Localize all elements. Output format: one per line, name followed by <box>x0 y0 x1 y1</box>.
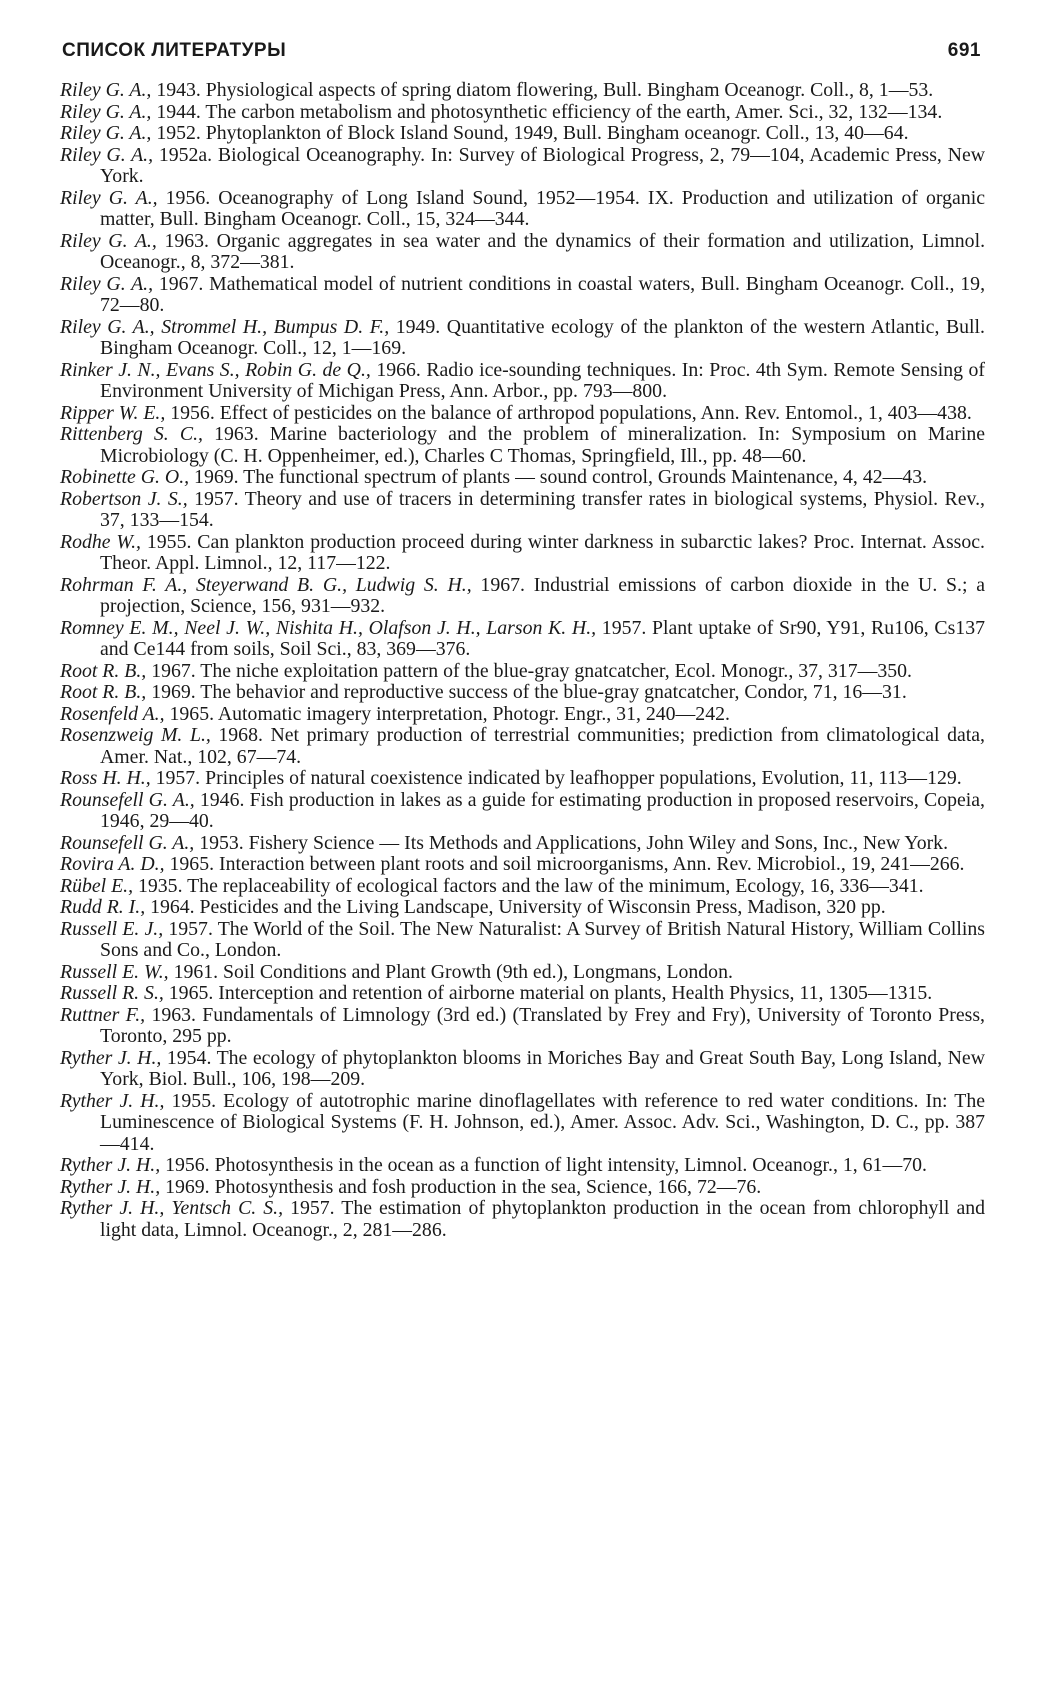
reference-text: 1967. Mathematical model of nutrient conditions in coastal waters, Bull. Bingham Oceanogr. Coll., 19, 72—80. <box>100 272 986 316</box>
reference-text: 1949. Quantitative ecology of the plankton of the western Atlantic, Bull. Bingham Oceanogr. Coll., 12, 1—169. <box>100 315 985 359</box>
reference-authors: Riley G. A., <box>60 122 152 144</box>
section-title: СПИСОК ЛИТЕРАТУРЫ <box>62 40 287 61</box>
reference-entry <box>60 919 985 962</box>
reference-authors: Ripper W. E., <box>60 401 166 424</box>
reference-text: 1967. Industrial emissions of carbon dioxide in the U. S.; a projection, Science, 156, 931—932. <box>100 573 986 617</box>
reference-text: 1964. Pesticides and the Living Landscape, University of Wisconsin Press, Madison, 320 pp. <box>145 896 886 918</box>
reference-authors: Riley G. A., <box>60 143 154 166</box>
reference-text: 1965. Interaction between plant roots and soil microorganisms, Ann. Rev. Microbiol., 19, 241—266. <box>164 853 965 875</box>
reference-text: 1935. The replaceability of ecological factors and the law of the minimum, Ecology, 16, 336—341. <box>133 874 924 897</box>
reference-text: 1968. Net primary production of terrestrial communities; prediction from climatological data, Amer. Nat., 102, 67—74. <box>100 724 986 768</box>
reference-authors: Russell E. W., <box>60 960 169 983</box>
reference-authors: Rounsefell G. A., <box>60 831 195 854</box>
reference-authors: Rittenberg S. C., <box>60 423 203 445</box>
reference-authors: Rohrman F. A., Steyerwand B. G., Ludwig S. H., <box>60 573 472 596</box>
reference-entry <box>60 1005 985 1048</box>
reference-entry <box>60 682 985 704</box>
reference-entry <box>60 575 985 618</box>
reference-text: 1957. The World of the Soil. The New Naturalist: A Survey of British Natural History, William Collins Sons and Co., London. <box>100 917 986 961</box>
running-header <box>60 40 985 62</box>
reference-text: 1952. Phytoplankton of Block Island Sound, 1949, Bull. Bingham oceanogr. Coll., 13, 40—64. <box>151 122 909 144</box>
reference-authors: Rosenfeld A., <box>60 702 165 725</box>
reference-text: 1957. Principles of natural coexistence indicated by leafhopper populations, Evolution, 11, 113—129. <box>150 767 962 789</box>
reference-entry <box>60 102 985 124</box>
reference-authors: Robinette G. O., <box>60 466 190 488</box>
reference-authors: Riley G. A., <box>60 79 152 101</box>
reference-text: 1956. Oceanography of Long Island Sound, 1952—1954. IX. Production and utilization of organic matter, Bull. Bingham Oceanogr. Coll., 15, 324—344. <box>100 186 986 230</box>
reference-text: 1955. Can plankton production proceed during winter darkness in subarctic lakes? Proc. Internat. Assoc. Theor. Appl. Limnol., 12, 117—122. <box>100 530 985 574</box>
reference-entry <box>60 1198 985 1241</box>
reference-text: 1957. Plant uptake of Sr90, Y91, Ru106, Cs137 and Ce144 from soils, Soil Sci., 83, 369—376. <box>100 616 985 660</box>
reference-entry <box>60 854 985 876</box>
reference-entry <box>60 274 985 317</box>
reference-authors: Rudd R. I., <box>60 896 146 918</box>
reference-entry <box>60 1177 985 1199</box>
reference-authors: Rovira A. D., <box>60 853 165 875</box>
reference-text: 1952a. Biological Oceanography. In: Survey of Biological Progress, 2, 79—104, Academic Press, New York. <box>100 143 986 187</box>
reference-entry <box>60 231 985 274</box>
reference-text: 1956. Photosynthesis in the ocean as a function of light intensity, Limnol. Oceanogr., 1, 61—70. <box>160 1154 927 1176</box>
reference-entry <box>60 1091 985 1156</box>
reference-authors: Rosenzweig M. L., <box>60 724 211 746</box>
reference-text: 1967. The niche exploitation pattern of the blue-gray gnatcatcher, Ecol. Monogr., 37, 317—350. <box>146 659 912 682</box>
reference-entry <box>60 489 985 532</box>
page-number: 691 <box>947 40 981 61</box>
reference-text: 1963. Marine bacteriology and the problem of mineralization. In: Symposium on Marine Microbiology (C. H. Oppenheimer, ed.), Charles C Thomas, Springfield, Ill., pp. 48—60. <box>100 423 985 467</box>
reference-authors: Riley G. A., <box>60 186 158 209</box>
reference-authors: Russell E. J., <box>60 917 164 940</box>
reference-entry <box>60 145 985 188</box>
reference-entry <box>60 424 985 467</box>
reference-entry <box>60 833 985 855</box>
reference-text: 1969. The functional spectrum of plants — sound control, Grounds Maintenance, 4, 42—43. <box>189 466 928 488</box>
reference-authors: Ross H. H., <box>60 767 151 789</box>
reference-authors: Rodhe W., <box>60 530 141 553</box>
reference-text: 1944. The carbon metabolism and photosynthetic efficiency of the earth, Amer. Sci., 32, 132—134. <box>151 100 943 123</box>
reference-text: 1956. Effect of pesticides on the balance of arthropod populations, Ann. Rev. Entomol., 1, 403—438. <box>165 401 972 424</box>
reference-text: 1955. Ecology of autotrophic marine dinoflagellates with reference to red water conditions. In: The Luminescence of Biological Systems (F. H. Johnson, ed.), Amer. Assoc. Adv. Sci., Washington, D. C., pp. 387—414. <box>100 1089 985 1155</box>
reference-authors: Root R. B., <box>60 681 147 703</box>
reference-authors: Romney E. M., Neel J. W., Nishita H., Olafson J. H., Larson K. H., <box>60 616 597 639</box>
reference-authors: Riley G. A., <box>60 229 157 252</box>
reference-entry <box>60 467 985 489</box>
reference-entry <box>60 897 985 919</box>
reference-authors: Ryther J. H., Yentsch C. S., <box>60 1197 284 1219</box>
reference-entry <box>60 962 985 984</box>
reference-entry <box>60 790 985 833</box>
reference-authors: Russell R. S., <box>60 982 164 1004</box>
reference-entry <box>60 403 985 425</box>
reference-entry <box>60 725 985 768</box>
reference-entry <box>60 768 985 790</box>
reference-authors: Ryther J. H., <box>60 1154 161 1176</box>
reference-authors: Riley G. A., <box>60 272 154 295</box>
reference-entry <box>60 983 985 1005</box>
reference-text: 1943. Physiological aspects of spring diatom flowering, Bull. Bingham Oceanogr. Coll., 8, 1—53. <box>151 79 934 101</box>
reference-entry <box>60 1048 985 1091</box>
reference-authors: Rinker J. N., Evans S., Robin G. de Q., <box>60 358 371 381</box>
reference-authors: Rounsefell G. A., <box>60 788 195 811</box>
reference-text: 1965. Automatic imagery interpretation, Photogr. Engr., 31, 240—242. <box>164 702 730 725</box>
reference-authors: Ryther J. H., <box>60 1046 162 1069</box>
reference-entry <box>60 661 985 683</box>
reference-entry <box>60 360 985 403</box>
reference-text: 1966. Radio ice-sounding techniques. In: Proc. 4th Sym. Remote Sensing of Environment University of Michigan Press, Ann. Arbor., pp. 793—800. <box>100 358 985 402</box>
reference-entry <box>60 532 985 575</box>
reference-authors: Robertson J. S., <box>60 487 188 510</box>
reference-authors: Riley G. A., Strommel H., Bumpus D. F., <box>60 315 390 338</box>
reference-text: 1957. Theory and use of tracers in determining transfer rates in biological systems, Physiol. Rev., 37, 133—154. <box>100 487 985 531</box>
reference-entry <box>60 188 985 231</box>
reference-entry <box>60 1155 985 1177</box>
reference-text: 1963. Organic aggregates in sea water and the dynamics of their formation and utilization, Limnol. Oceanogr., 8, 372—381. <box>100 229 986 273</box>
reference-authors: Riley G. A., <box>60 100 152 123</box>
reference-entry <box>60 618 985 661</box>
reference-text: 1954. The ecology of phytoplankton blooms in Moriches Bay and Great South Bay, Long Island, New York, Biol. Bull., 106, 198—209. <box>100 1046 985 1090</box>
reference-entry <box>60 317 985 360</box>
reference-text: 1963. Fundamentals of Limnology (3rd ed.) (Translated by Frey and Fry), University of Toronto Press, Toronto, 295 pp. <box>100 1003 985 1047</box>
reference-text: 1946. Fish production in lakes as a guide for estimating production in proposed reservoirs, Copeia, 1946, 29—40. <box>100 788 985 832</box>
reference-entry <box>60 123 985 145</box>
reference-text: 1969. The behavior and reproductive success of the blue-gray gnatcatcher, Condor, 71, 16—31. <box>146 681 907 703</box>
reference-authors: Ruttner F., <box>60 1003 146 1026</box>
reference-list <box>60 80 985 1241</box>
reference-text: 1961. Soil Conditions and Plant Growth (9th ed.), Longmans, London. <box>168 960 733 983</box>
reference-authors: Rübel E., <box>60 874 134 897</box>
book-page <box>60 40 985 1241</box>
reference-authors: Ryther J. H., <box>60 1089 165 1112</box>
reference-authors: Ryther J. H., <box>60 1175 161 1198</box>
reference-entry <box>60 80 985 102</box>
reference-entry <box>60 876 985 898</box>
reference-text: 1957. The estimation of phytoplankton production in the ocean from chlorophyll and light data, Limnol. Oceanogr., 2, 281—286. <box>100 1197 986 1241</box>
reference-text: 1953. Fishery Science — Its Methods and Applications, John Wiley and Sons, Inc., New York. <box>194 831 949 854</box>
reference-authors: Root R. B., <box>60 659 147 682</box>
reference-text: 1965. Interception and retention of airborne material on plants, Health Physics, 11, 1305—1315. <box>163 982 933 1004</box>
reference-entry <box>60 704 985 726</box>
reference-text: 1969. Photosynthesis and fosh production in the sea, Science, 166, 72—76. <box>160 1175 762 1198</box>
